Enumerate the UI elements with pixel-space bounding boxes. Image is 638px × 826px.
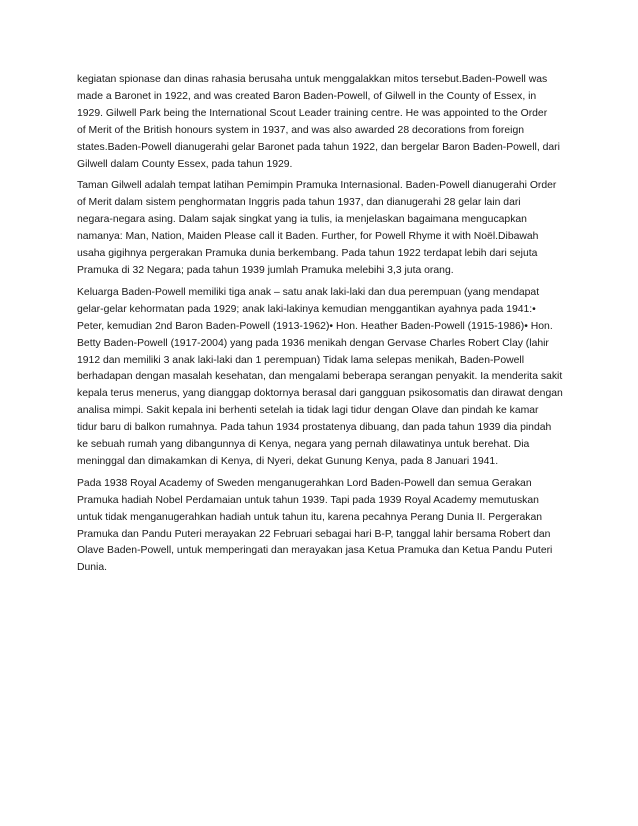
text-line: ke sebuah rumah yang dibangunnya di Kenya, negara yang pernah dilawatinya untuk berehat. Dia bbox=[77, 439, 530, 451]
text-line: negara-negara asing. Dalam sajak singkat yang ia tulis, ia menjelaskan bagaimana mengucapkan bbox=[77, 214, 527, 226]
paragraph-nobel bbox=[77, 476, 566, 577]
text-line: states.Baden-Powell dianugerahi gelar Baronet pada tahun 1922, dan bergelar Baron Baden-Powell, dari bbox=[77, 141, 560, 153]
text-line: made a Baronet in 1922, and was created Baron Baden-Powell, of Gilwell in the County of Essex, in bbox=[77, 90, 537, 102]
text-line: Peter, kemudian 2nd Baron Baden-Powell (1913-1962)• Hon. Heather Baden-Powell (1915-1986)• Hon. bbox=[77, 320, 553, 332]
text-line: analisa mimpi. Sakit kepala ini berhenti setelah ia tidak lagi tidur dengan Olave dan pindah ke kamar bbox=[77, 405, 539, 417]
text-line: berhadapan dengan masalah kesehatan, dan mengalami beberapa serangan penyakit. Ia menderita sakit bbox=[77, 371, 563, 383]
text-line: Betty Baden-Powell (1917-2004) yang pada 1936 menikah dengan Gervase Charles Robert Clay (lahir bbox=[77, 337, 549, 349]
text-line: tidur baru di balkon rumahnya. Pada tahun 1934 prostatenya dibuang, dan pada tahun 1939 dia pindah bbox=[77, 422, 552, 434]
text-line: kepala terus menerus, yang dianggap doktornya berasal dari gangguan psikosomatis dan dirawat dengan bbox=[77, 388, 563, 400]
text-line: Keluarga Baden-Powell memiliki tiga anak – satu anak laki-laki dan dua perempuan (yang mendapat bbox=[77, 286, 540, 298]
text-line: Olave Baden-Powell, untuk memperingati dan merayakan jasa Ketua Pramuka dan Ketua Pandu Puteri bbox=[77, 545, 553, 557]
paragraph-baronet bbox=[77, 72, 566, 173]
text-line: usaha gigihnya pergerakan Pramuka dunia berkembang. Pada tahun 1922 terdapat lebih dari sejuta bbox=[77, 248, 538, 260]
paragraph-family bbox=[77, 285, 566, 471]
text-line: Gilwell dalam County Essex, pada tahun 1929. bbox=[77, 158, 293, 170]
text-line: of Merit dalam sistem penghormatan Inggris pada tahun 1937, dan dianugerahi 28 gelar lain dari bbox=[77, 197, 521, 209]
paragraph-gilwell bbox=[77, 178, 566, 279]
text-line: Pada 1938 Royal Academy of Sweden menganugerahkan Lord Baden-Powell dan semua Gerakan bbox=[77, 477, 532, 489]
text-line: Pramuka di 32 Negara; pada tahun 1939 jumlah Pramuka melebihi 3,3 juta orang. bbox=[77, 264, 454, 276]
text-line: Taman Gilwell adalah tempat latihan Pemimpin Pramuka Internasional. Baden-Powell dianugerahi Order bbox=[77, 180, 557, 192]
text-line: meninggal dan dimakamkan di Kenya, di Nyeri, dekat Gunung Kenya, pada 8 Januari 1941. bbox=[77, 455, 499, 467]
text-line: namanya: Man, Nation, Maiden Please call it Baden. Further, for Powell Rhyme it with Noël.Dibawah bbox=[77, 231, 539, 243]
text-line: 1912 dan memiliki 3 anak laki-laki dan 1 perempuan) Tidak lama selepas menikah, Baden-Powell bbox=[77, 354, 525, 366]
text-line: 1929. Gilwell Park being the International Scout Leader training centre. He was appointed to the Order bbox=[77, 107, 548, 119]
text-line: kegiatan spionase dan dinas rahasia berusaha untuk menggalakkan mitos tersebut.Baden-Powell was bbox=[77, 74, 548, 85]
text-line: gelar-gelar kehormatan pada 1929; anak laki-lakinya kemudian menggantikan ayahnya pada 1941:• bbox=[77, 303, 536, 315]
text-line: Pramuka dan Pandu Puteri merayakan 22 Februari sebagai hari B-P, tanggal lahir bersama Robert dan bbox=[77, 528, 551, 540]
text-line: untuk tidak menganugerahkan hadiah untuk tahun itu, karena pecahnya Perang Dunia II. Pergerakan bbox=[77, 511, 543, 523]
text-line: of Merit of the British honours system in 1937, and was also awarded 28 decorations from foreign bbox=[77, 124, 525, 136]
text-line: Pramuka hadiah Nobel Perdamaian untuk tahun 1939. Tapi pada 1939 Royal Academy memutuskan bbox=[77, 494, 539, 506]
document-body bbox=[77, 72, 566, 582]
text-line: Dunia. bbox=[77, 562, 108, 574]
